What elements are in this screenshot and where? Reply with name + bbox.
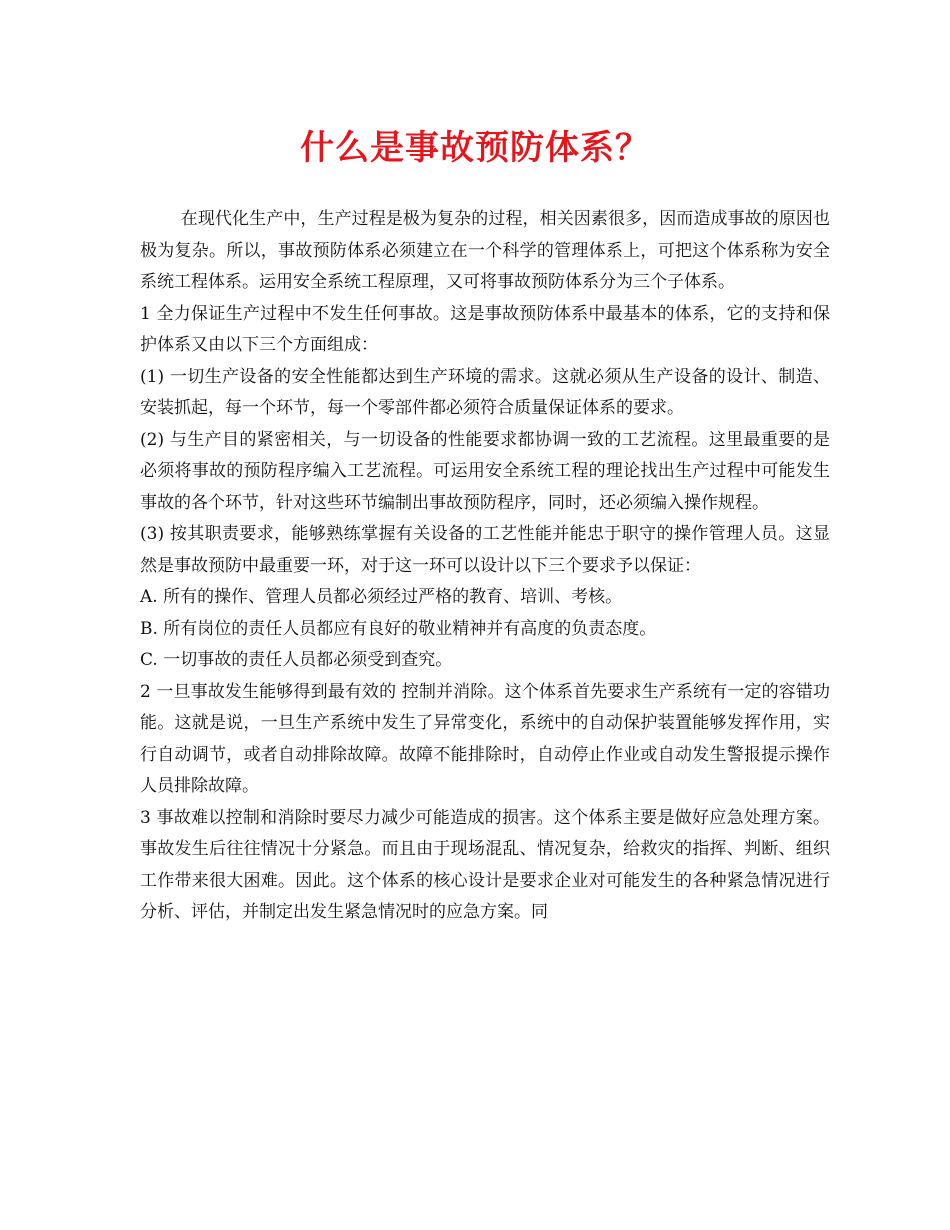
document-title: 什么是事故预防体系？	[300, 128, 650, 168]
intro-paragraph: 在现代化生产中，生产过程是极为复杂的过程，相关因素很多，因而造成事故的原因也极为复杂。所以，事故预防体系必须建立在一个科学的管理体系上，可把这个体系称为安全系统工程体系。运用安全系统工程原理，又可将事故预防体系分为三个子体系。	[140, 209, 830, 292]
item-3-paragraph: (3) 按其职责要求，能够熟练掌握有关设备的工艺性能并能忠于职守的操作管理人员。这显然是事故预防中最重要一环，对于这一环可以设计以下三个要求予以保证：	[140, 524, 830, 576]
item-1-paragraph: (1) 一切生产设备的安全性能都达到生产环境的需求。这就必须从生产设备的设计、制造、安装抓起，每一个环节，每一个零部件都必须符合质量保证体系的要求。	[140, 366, 830, 418]
section-2-paragraph: 2 一旦事故发生能够得到最有效的 控制并消除。这个体系首先要求生产系统有一定的容错功能。这就是说，一旦生产系统中发生了异常变化，系统中的自动保护装置能够发挥作用，实行自动调节，或者自动排除故障。故障不能排除时，自动停止作业或自动发生警报提示操作人员排除故障。	[140, 681, 830, 796]
item-2-paragraph: (2) 与生产目的紧密相关，与一切设备的性能要求都协调一致的工艺流程。这里最重要的是必须将事故的预防程序编入工艺流程。可运用安全系统工程的理论找出生产过程中可能发生事故的各个环节，针对这些环节编制出事故预防程序，同时，还必须编入操作规程。	[140, 429, 830, 513]
section-3-paragraph: 3 事故难以控制和消除时要尽力减少可能造成的损害。这个体系主要是做好应急处理方案。事故发生后往往情况十分紧急。而且由于现场混乱、情况复杂，给救灾的指挥、判断、组织工作带来很大困难。因此。这个体系的核心设计是要求企业对可能发生的各种紧急情况进行分析、评估，并制定出发生紧急情况时的应急方案。同	[140, 807, 830, 922]
requirement-a-paragraph: A. 所有的操作、管理人员都必须经过严格的教育、培训、考核。	[140, 587, 623, 607]
document-body	[140, 204, 830, 929]
section-1-paragraph: 1 全力保证生产过程中不发生任何事故。这是事故预防体系中最基本的体系，它的支持和保护体系又由以下三个方面组成：	[140, 303, 830, 355]
requirement-c-paragraph: C. 一切事故的责任人员都必须受到查究。	[140, 650, 453, 670]
requirement-b-paragraph: B. 所有岗位的责任人员都应有良好的敬业精神并有高度的负责态度。	[140, 618, 657, 639]
